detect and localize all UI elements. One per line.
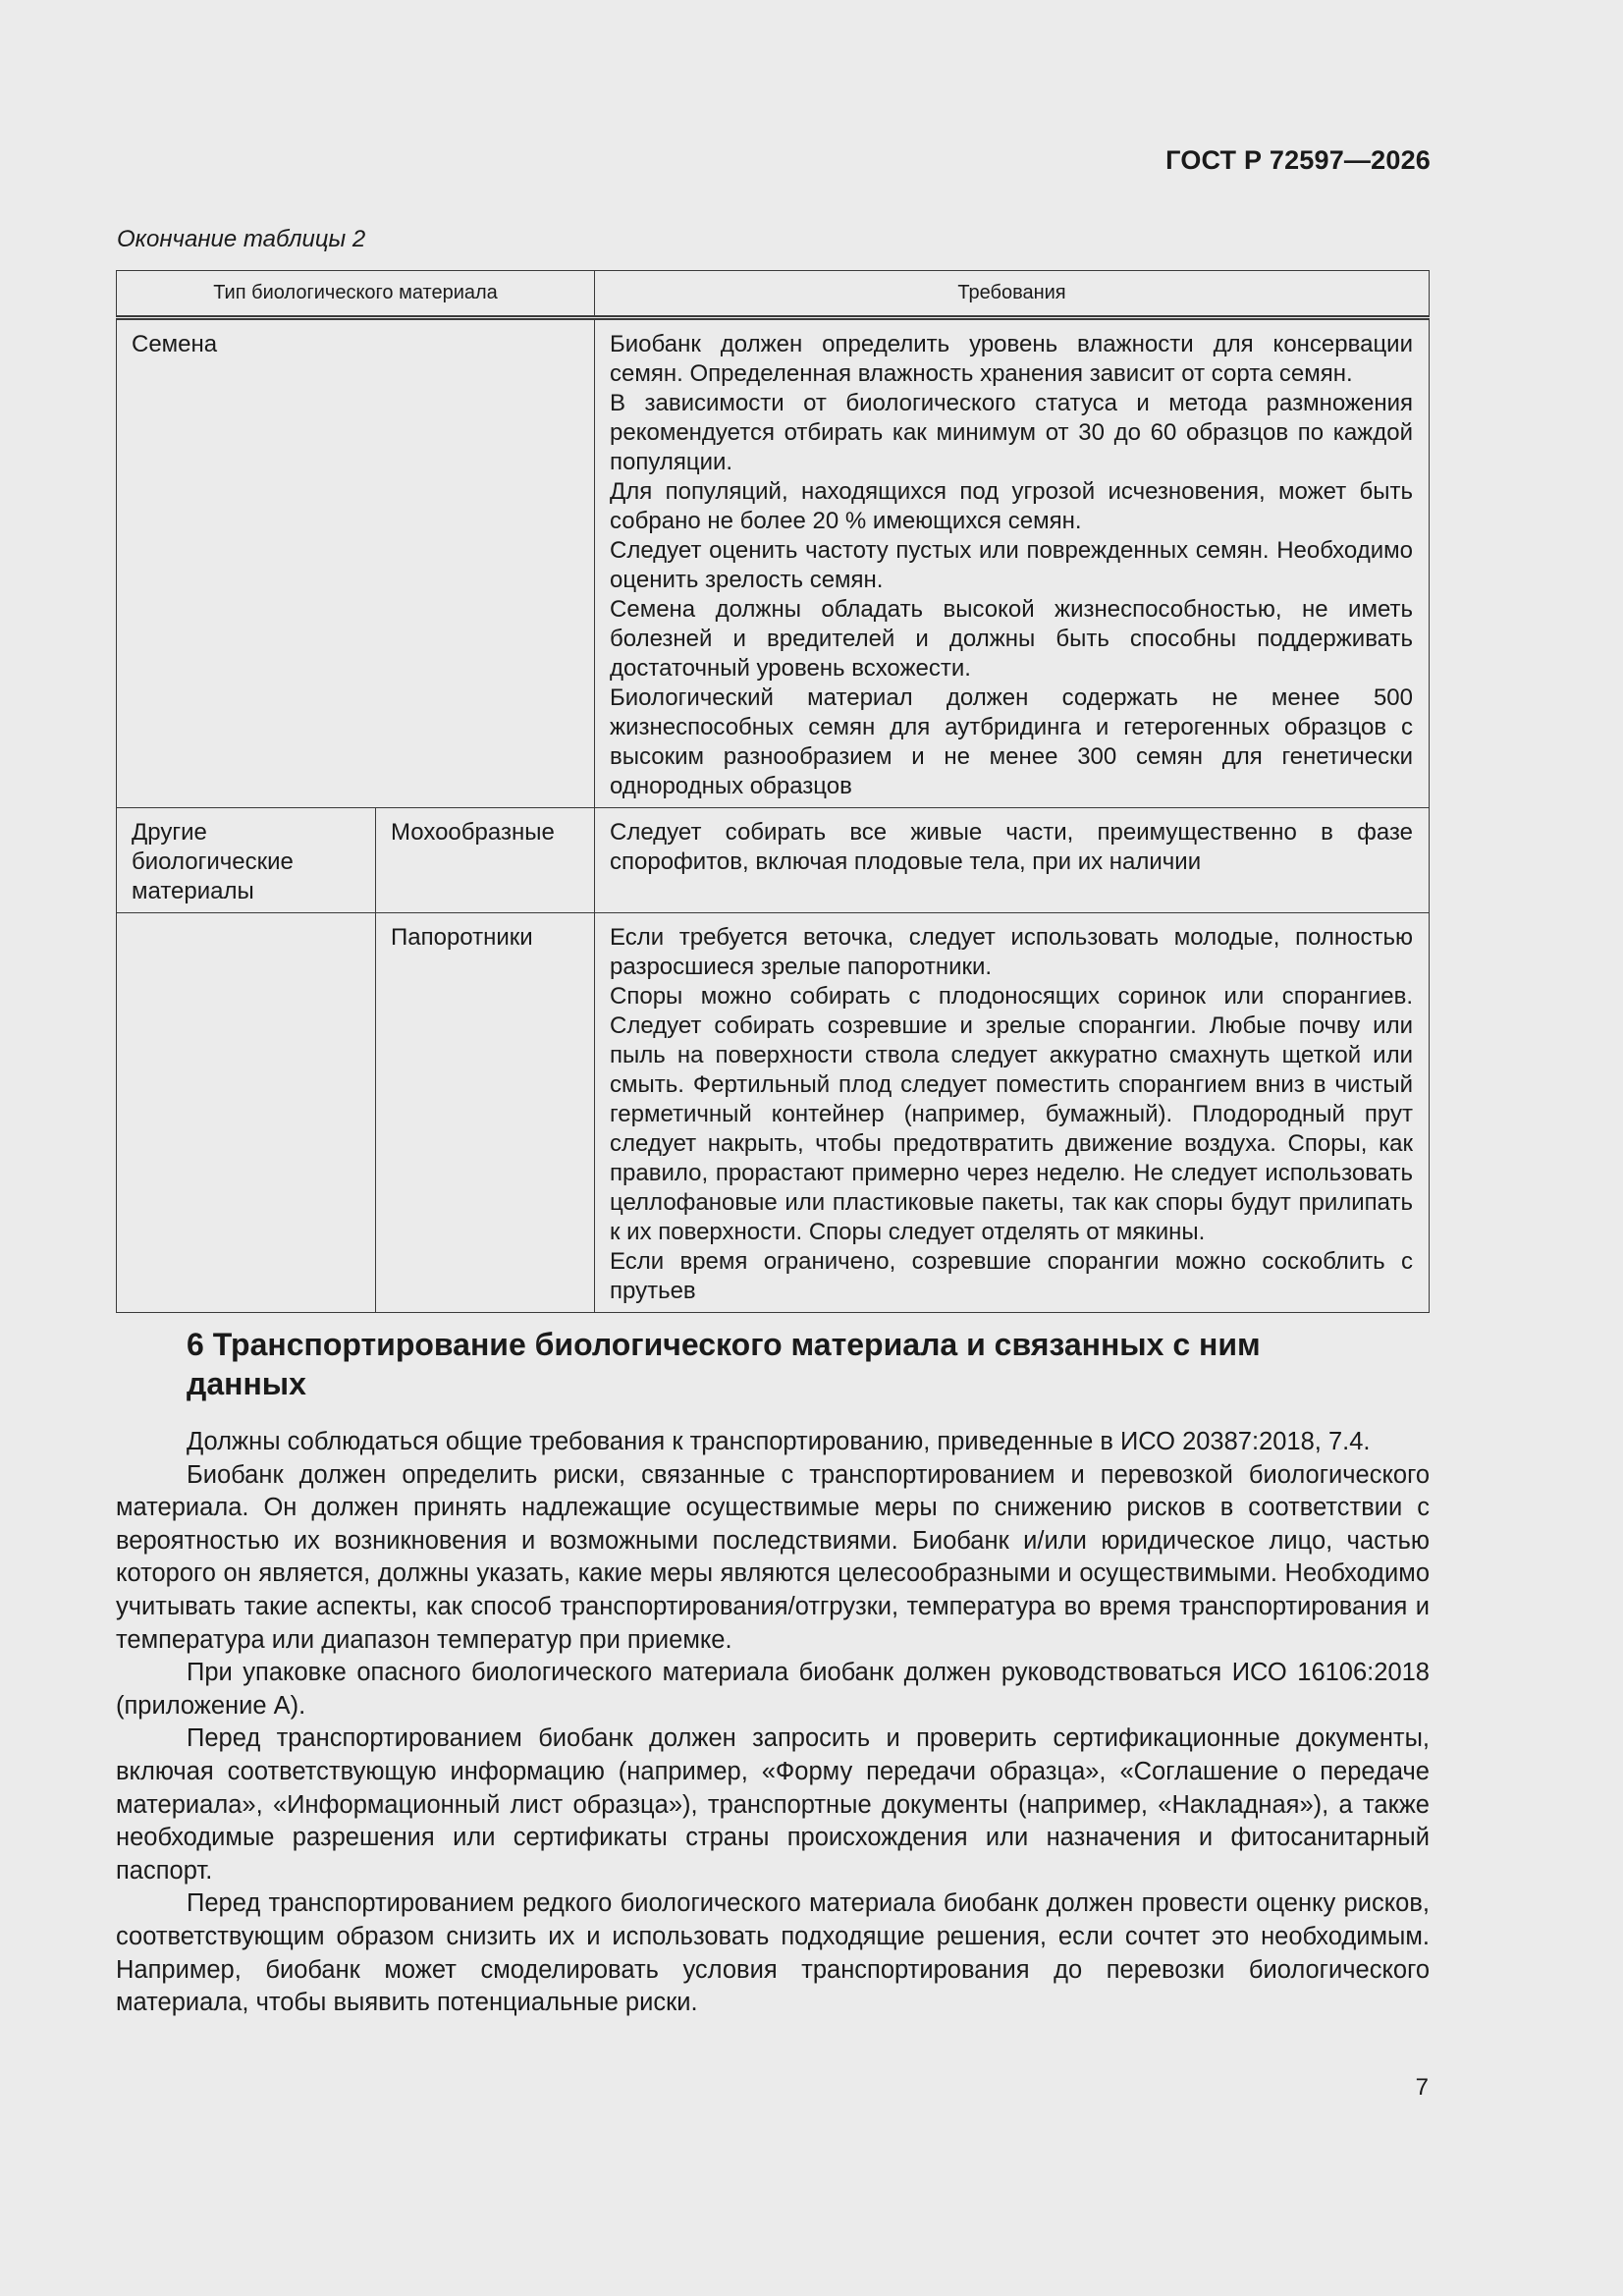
requirement-text: Если время ограничено, созревшие спорангии можно соскоблить с прутьев: [610, 1248, 1413, 1304]
header-requirements: Требования: [595, 271, 1430, 318]
requirement-text: Следует оценить частоту пустых или поврежденных семян. Необходимо оценить зрелость семян.: [610, 537, 1413, 593]
section-body: [116, 1426, 1430, 2020]
paragraph: Перед транспортированием редкого биологического материала биобанк должен провести оценку рисков, соответствующим образом снизить их и использовать подходящие решения, если сочтет это необходимым. Например, биобанк может смоделировать условия транспортирования до перевозки биологического материала, чтобы выявить потенциальные риски.: [116, 1889, 1430, 2017]
requirement-text: Биобанк должен определить уровень влажности для консервации семян. Определенная влажность хранения зависит от сорта семян.: [610, 331, 1413, 387]
requirement-text: Семена должны обладать высокой жизнеспособностью, не иметь болезней и вредителей и должны быть способны поддерживать достаточный уровень всхожести.: [610, 596, 1413, 682]
material-type-cell: Семена: [117, 318, 595, 808]
header-material-type: Тип биологического материала: [117, 271, 595, 318]
requirement-text: Если требуется веточка, следует использовать молодые, полностью разросшиеся зрелые папоротники.: [610, 924, 1413, 980]
requirements-cell: [595, 913, 1430, 1313]
material-type-cell: [117, 913, 376, 1313]
requirement-text: Для популяций, находящихся под угрозой исчезновения, может быть собрано не более 20 % имеющихся семян.: [610, 478, 1413, 534]
paragraph: Перед транспортированием биобанк должен запросить и проверить сертификационные документы, включая соответствующую информацию (например, «Форму передачи образца», «Соглашение о передаче материала», «Информационный лист образца»), транспортные документы (например, «Накладная»), а также необходимые разрешения или сертификаты страны происхождения или назначения и фитосанитарный паспорт.: [116, 1724, 1430, 1885]
requirements-table: [116, 270, 1430, 1313]
material-subtype-cell: Папоротники: [376, 913, 595, 1313]
table-row: [117, 913, 1430, 1313]
paragraph: Биобанк должен определить риски, связанные с транспортированием и перевозкой биологического материала. Он должен принять надлежащие осуществимые меры по снижению рисков в соответствии с вероятностью их возникновения и возможными последствиями. Биобанк и/или юридическое лицо, частью которого он является, должны указать, какие меры являются целесообразными и осуществимыми. Необходимо учитывать такие аспекты, как способ транспортирования/отгрузки, температура во время транспортирования и температура или диапазон температур при приемке.: [116, 1460, 1430, 1654]
requirement-text: Следует собирать все живые части, преимущественно в фазе спорофитов, включая плодовые тела, при их наличии: [610, 819, 1413, 875]
requirement-text: Биологический материал должен содержать не менее 500 жизнеспособных семян для аутбридинга и гетерогенных образцов с высоким разнообразием и не менее 300 семян для генетически однородных образцов: [610, 684, 1413, 799]
paragraph: Должны соблюдаться общие требования к транспортированию, приведенные в ИСО 20387:2018, 7.4.: [187, 1428, 1371, 1455]
material-subtype-cell: Мохообразные: [376, 808, 595, 913]
document-code: ГОСТ Р 72597—2026: [1165, 145, 1431, 175]
paragraph: При упаковке опасного биологического материала биобанк должен руководствоваться ИСО 16106:2018 (приложение А).: [116, 1659, 1430, 1720]
table-header-row: [117, 271, 1430, 318]
material-type-cell: Другие биологические материалы: [117, 808, 376, 913]
requirement-text: Споры можно собирать с плодоносящих соринок или спорангиев. Следует собирать созревшие и зрелые спорангии. Любые почву или пыль на поверхности ствола следует аккуратно смахнуть щеткой или смыть. Фертильный плод следует поместить спорангием вниз в чистый герметичный контейнер (например, бумажный). Плодородный прут следует накрыть, чтобы предотвратить движение воздуха. Споры, как правило, прорастают примерно через неделю. Не следует использовать целлофановые или пластиковые пакеты, так как споры будут прилипать к их поверхности. Споры следует отделять от мякины.: [610, 983, 1413, 1245]
section-heading: 6 Транспортирование биологического материала и связанных с ним данных: [187, 1327, 1261, 1401]
page-number: 7: [1415, 2074, 1429, 2101]
requirement-text: В зависимости от биологического статуса и метода размножения рекомендуется отбирать как минимум от 30 до 60 образцов по каждой популяции.: [610, 390, 1413, 475]
table-caption: Окончание таблицы 2: [117, 226, 366, 252]
table-row: [117, 808, 1430, 913]
requirements-cell: [595, 318, 1430, 808]
requirements-cell: [595, 808, 1430, 913]
table-row: [117, 318, 1430, 808]
